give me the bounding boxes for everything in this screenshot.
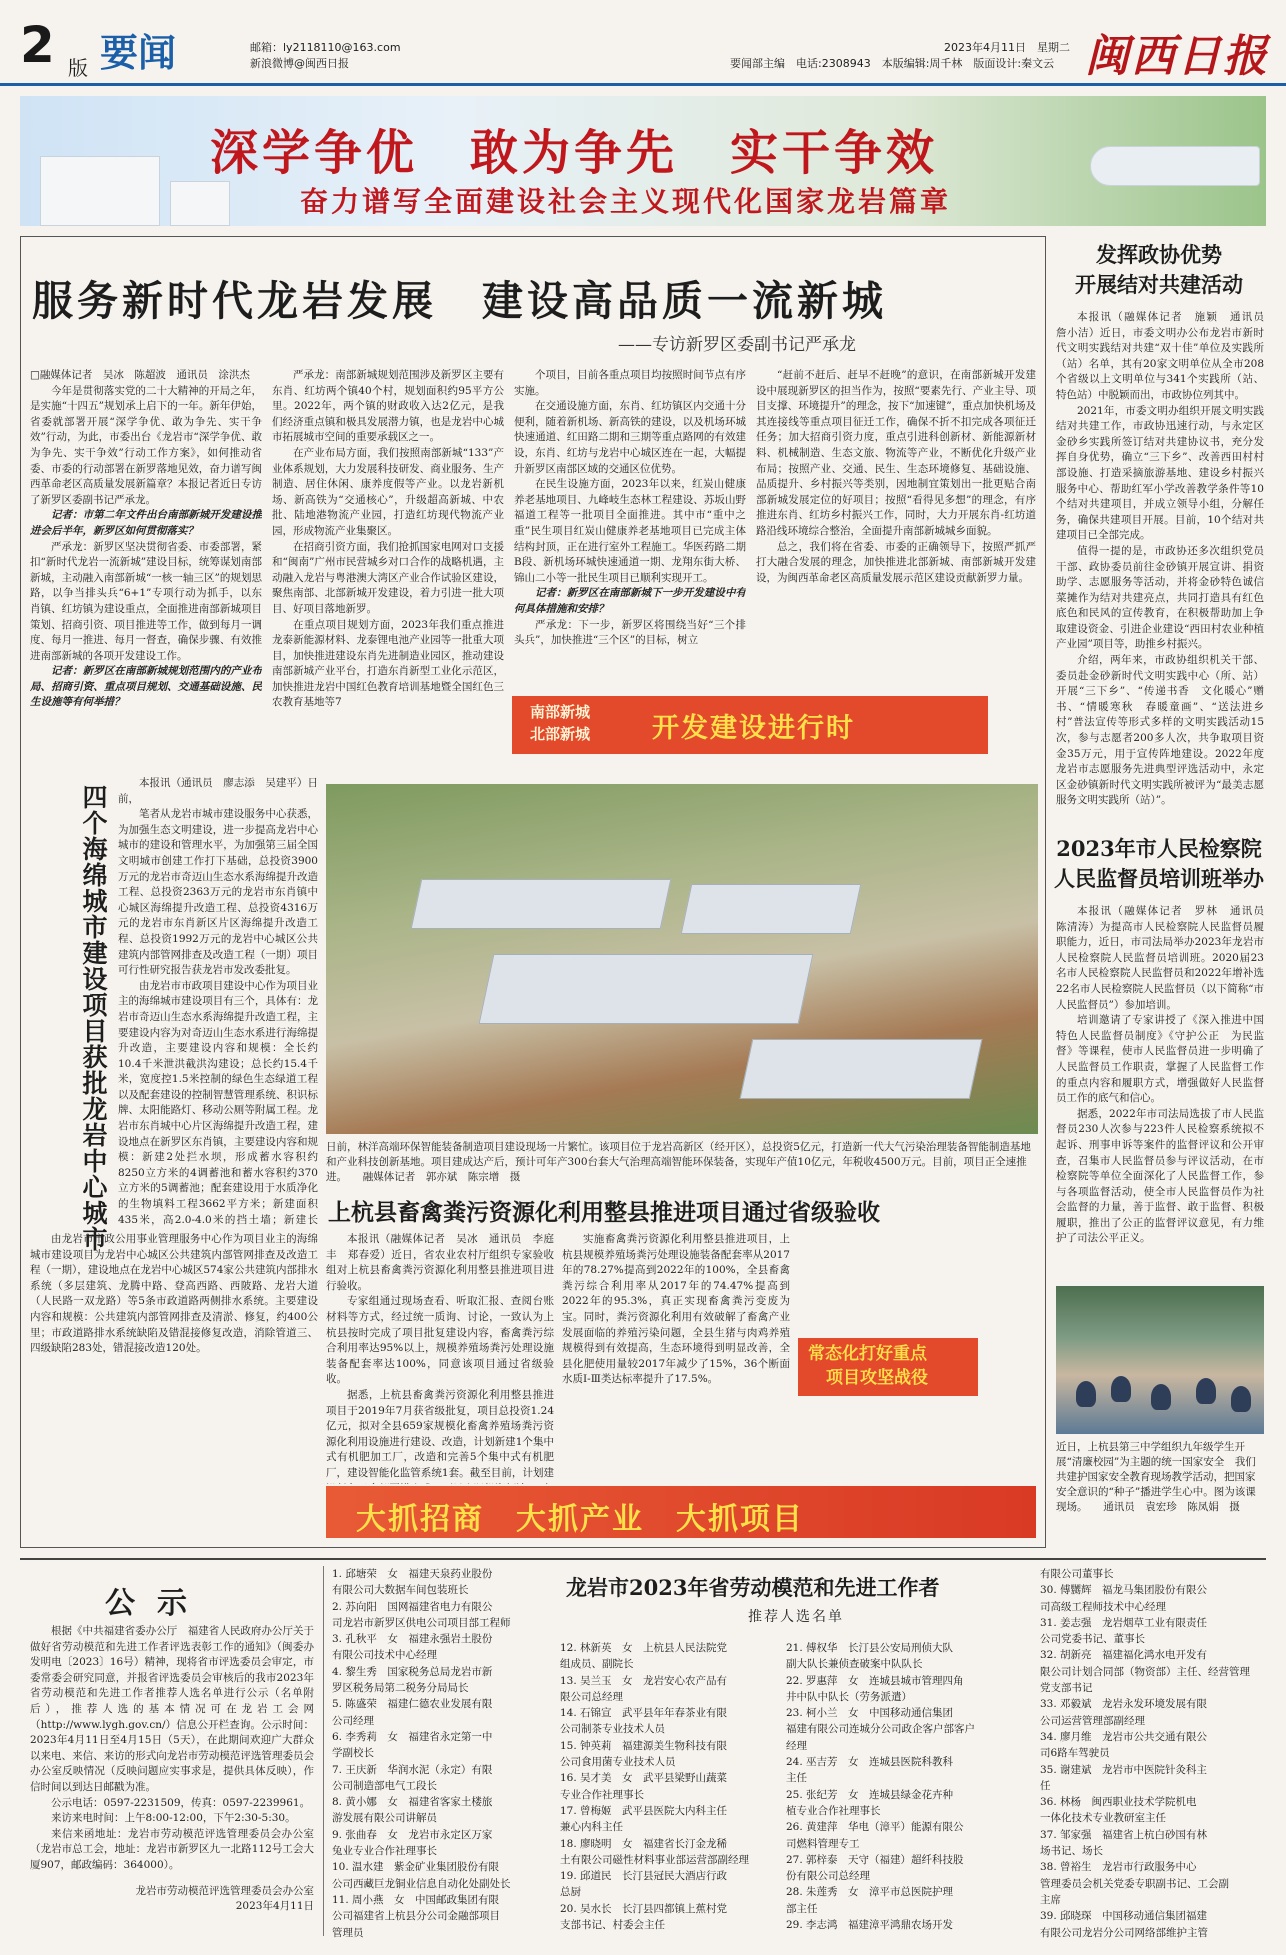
column-divider [323,1566,324,1936]
nominee-line: 30. 傅嬲辉 福龙马集团股份有限公 [1040,1584,1208,1597]
procuratorate-paragraph: 培训邀请了专家讲授了《深入推进中国特色人民监督员制度》《守护公正 为民监督》等课程，使市人民监督员进一步明确了人民监督员工作职责，掌握了人民监督工作的重点内容和履职方式，增强做好人民监督员工作的底气和信心。 [1056,1014,1264,1105]
nominee-line: 18. 廖晓明 女 福建省长汀金龙稀 [560,1837,728,1850]
contact-weibo: 新浪微博@闽西日报 [250,57,349,70]
lead-column-2 [272,368,504,756]
nominee-line: 6. 李秀莉 女 福建省永定第一中 [332,1730,493,1743]
nominee-line: 公司制茶专业技术人员 [560,1723,665,1736]
lead-question: 记者：新罗区在南部新城下一步开发建设中有何具体措施和安排？ [514,587,746,615]
callout-headline: 开发建设进行时 [652,713,855,744]
nominee-line: 3. 孔秋平 女 福建永强岩土股份 [332,1633,493,1646]
student-figure [1151,1384,1171,1410]
nominee-line: 限公司计划合同部（物资部）主任、经营管理 [1040,1665,1250,1678]
sponge-city-headline: 四个海绵城市建设项目获批龙岩中心城市 [79,784,108,1252]
nominee-line: 公司制造部电气工段长 [332,1779,437,1792]
cppcc-paragraph: 介绍，两年来，市政协组织机关干部、委员赴金砂新时代文明实践中心（所、站）开展“三下乡”、“传递书香 文化暖心”赠书、“情暖寒秋 春暖童画”、“送法进乡村”普法宣传等形式多样的文明实践活动15次，参与志愿者200多人次，共争取项目资金35万元，用于宣传阵地建设。2022年度龙岩市志愿服务先进典型评选活动中，永定区金砂镇新时代文明实践所被评为“最美志愿服务文明实践所（站）”。 [1056,654,1264,807]
nominee-line: 28. 朱莲秀 女 漳平市总医院护理 [786,1886,954,1899]
notice-sign-date: 2023年4月11日 [235,1900,314,1913]
nominee-line: 副大队长兼侦查破案中队队长 [786,1658,923,1671]
nominee-line: 司6路车驾驶员 [1040,1747,1110,1760]
nominee-line: 兼心内科主任 [560,1821,623,1834]
shanghang-paragraph: 专家组通过现场查看、听取汇报、查阅台账材料等方式，经过统一质询、讨论，一致认为上杭县按时完成了项目批复建设内容，畜禽粪污综合利用率达95%以上，规模养殖场粪污处理设施装备配套率达100%，同意该项目通过省级验收。 [326,1295,554,1386]
nominee-line: 公司党委书记、董事长 [1040,1633,1145,1646]
lead-paragraph: 在交通设施方面，东肖、红坊镇区内交通十分便利，随着新机场、新高铁的建设，以及机场环城快速通道、红田路二期和三期等重点路网的有效建设，东肖、红坊与龙岩中心城区连在一起，大幅提升新罗区南部区域的交通区位优势。 [514,400,746,475]
nominee-line: 有限公司董事长 [1040,1568,1114,1580]
nominee-line: 21. 傅权华 长汀县公安局刑侦大队 [786,1642,954,1654]
nominee-line: 10. 温水建 紫金矿业集团股份有限 [332,1861,500,1874]
nominee-line: 33. 邓毅斌 龙岩永发环境发展有限 [1040,1698,1208,1711]
nominee-line: 32. 胡新亮 福建福化鸿水电开发有 [1040,1649,1208,1662]
lead-paragraph: “赶前不赶后、赶早不赶晚”的意识，在南部新城开发建设中展现新罗区的担当作为，按照“要素先行、产业主导、项目支撑、环境提升”的理念，按下“加速键”，重点加快机场及其连接线等重点项目征迁工作，确保不折不扣完成各项征迁任务；加大招商引资力度，重点引进科创新材、新能源新材料、机械制造、生态文旅、物流等产业，不断优化升级产业布局；按照产业、交通、民生、生态环境修复、基础设施、品质提升、乡村振兴等类别，因地制宜策划出一批更贴合南部新城发展定位的好项目；按照“看得见多想”的理念，有序推进东肖、红坊乡村振兴工作，同时，大力开展东肖-红坊道路沿线环境综合整治，全面提升南部新城城乡面貌。 [756,369,1036,537]
banner-slogan: 深学争优 敢为争先 实干争效 [210,125,939,181]
editor-info [730,40,1070,72]
lead-paragraph: 在产业布局方面，我们按照南部新城“133”产业体系规划，大力发展科技研发、商业服务、生产制造、居住休闲、康养度假等产业。以龙岩新机场、新高铁为“交通核心”，升级超高新城、中农批、陆地港物流产业园，打造红坊现代物流产业园，形成物流产业集聚区。 [272,446,504,537]
classroom-photo [1056,1286,1264,1434]
nominee-line: 1. 邱塘荣 女 福建天泉药业股份 [332,1568,493,1580]
shanghang-column-2 [562,1232,790,1484]
notice-mail: 来信来函地址：龙岩市劳动模范评选管理委员会办公室（龙岩市总工会，地址：龙岩市新罗区九一北路112号工会大厦907，邮政编码：364000）。 [30,1827,314,1871]
sponge-byline: 本报讯（通讯员 廖志添 吴建平）日前， [118,777,318,805]
nominee-line: 植专业合作社理事长 [786,1804,881,1817]
lead-paragraph: 个项目，目前各重点项目均按照时间节点有序实施。 [514,369,746,397]
cppcc-paragraph: 本报讯（融媒体记者 施颖 通讯员 詹小洁）近日，市委文明办公布龙岩市新时代文明实践结对共建“双十佳”单位及实践所（站）名单，其有20家文明单位从全市208个省级以上文明单位与341个实践所（站、特色站）中脱颖而出，市政协位列其中。 [1056,311,1264,401]
nominee-line: 9. 张曲春 女 龙岩市永定区万家 [332,1828,493,1841]
nominee-line: 31. 姜志强 龙岩烟草工业有限责任 [1040,1616,1208,1629]
nominee-line: 公司西藏巨龙铜业信息自动化处副处长 [332,1877,511,1890]
shanghang-paragraph: 据悉，上杭县畜禽粪污资源化利用整县推进项目于2019年7月获省级批复，项目总投资1.24亿元，拟对全县659家规模化畜禽养殖场粪污资源化利用设施进行建设、改造，计划新建1个集中式有机肥加工厂，改造和完善5个集中式有机肥厂，建设智能化监管系统1套。截至目前，计划建 [326,1388,554,1479]
procuratorate-text [1056,904,1264,1278]
cppcc-text [1056,310,1264,830]
nominee-line: 24. 巫吉芳 女 连城县医院科教科 [786,1756,954,1769]
cppcc-headline-line1: 发挥政协优势 [1096,242,1222,267]
banner-subslogan: 奋力谱写全面建设社会主义现代化国家龙岩篇章 [300,185,952,218]
lead-subheadline: ——专访新罗区委副书记严承龙 [618,335,856,355]
student-figure [1111,1376,1131,1402]
student-figure [1231,1386,1251,1412]
nominee-line: 公司食用菌专业技术人员 [560,1756,676,1769]
nominee-line: 党支部书记 [1040,1682,1093,1695]
nominee-list-title: 龙岩市2023年省劳动模范和先进工作者 [566,1575,940,1600]
shanghang-paragraph: 实施畜禽粪污资源化利用整县推进项目，上杭县规模养殖场粪污处理设施装备配套率从2017年的78.27%提高到2022年的100%，全县畜禽粪污综合利用率从2017年的74.47%提高到2022年的95.3%，真正实现畜禽粪污变废为宝。同时，粪污资源化利用有效破解了畜禽产业发展面临的养殖污染问题，全县生猪与肉鸡养殖规模得到有效提高，生态环境得到明显改善，全县化肥使用量较2017年减少了15%，36个断面水质Ⅰ-Ⅲ类达标率提升了17.5%。 [562,1233,790,1386]
lead-column-4 [756,368,1036,688]
nominee-line: 司高级工程师技术中心经理 [1040,1600,1166,1613]
nominee-line: 19. 邱道民 长汀县冠民大酒店行政 [560,1870,728,1883]
nominee-line: 26. 黄建萍 华电（漳平）能源有限公 [786,1821,964,1834]
procuratorate-headline [1052,834,1266,894]
lead-byline: □融媒体记者 吴冰 陈超波 通讯员 涂洪杰 [30,369,250,381]
new-city-callout [512,696,988,754]
nominee-line: 主任 [786,1772,807,1785]
nominee-line: 一体化技术专业教研室主任 [1040,1812,1166,1825]
nominee-line: 部主任 [786,1902,818,1915]
callout-slogan: 大抓招商 大抓产业 大抓项目 [356,1502,804,1537]
lead-headline: 服务新时代龙岩发展 建设高品质一流新城 [32,277,887,325]
procuratorate-paragraph: 据悉，2022年市司法局选拔了市人民监督员230人次参与223件人民检察系统拟不起诉、刑事申诉等案件的监督评议和公开审查，召集市人民监督员参与评议活动，在市检察院等单位全面深化了人民监督工作，参与各项监督活动，使全市人民监督员作为社会监督的力量，善于监督、敢于监督、积极履职，推出了公正的监督评议意见，有力维护了司法公平正义。 [1056,1107,1264,1245]
shanghang-column-3 [800,1232,1036,1332]
nominee-line: 公司经理 [332,1714,374,1727]
nominee-line: 管理员 [332,1926,364,1939]
lead-paragraph: 严承龙：下一步，新罗区将围绕当好“三个排头兵”，加快推进“三个区”的目标，树立 [514,618,746,647]
nominee-line: 罗区税务局第二税务分局局长 [332,1682,469,1695]
nominee-line: 井中队中队长（劳务派遣） [786,1690,912,1703]
sponge-paragraph: 由龙岩市市政公用事业管理服务中心作为项目业主的海绵城市建设项目为龙岩中心城区公共建筑内部管网排查及改造工程（一期），建设地点在龙岩中心城区574家公共建筑内部排水系统（多层建筑、龙腾中路、登高西路、西陂路、龙岩大道（人民路一双龙路）等5条市政道路两侧排水系统。主要建设内容和规模：公共建筑内部管网排查及清淤、修复，约400公里；市政道路排水系统缺陷及错混接修复改造，消除管道三、四级缺陷283处，错混接改造120处。 [30,1233,318,1355]
nominee-line: 27. 郭梓泰 天守（福建）超纤科技股 [786,1853,964,1866]
lead-paragraph: 在招商引资方面，我们抢抓国家电网对口支援和“闽南”广州市民营城乡对口合作的战略机遇，主动融入龙岩与粤港澳大湾区产业合作试验区建设，聚焦南部、北部新城开发建设，着力引进一批大项目、好项目落地新罗。 [272,540,504,615]
nominee-line: 15. 钟英莉 福建源美生物科技有限 [560,1739,728,1752]
callout-north-city: 北部新城 [530,725,591,743]
nominee-line: 17. 曾梅姬 武平县医院大内科主任 [560,1804,728,1817]
nominee-line: 场书记、场长 [1040,1845,1103,1858]
section-name: 要闻 [100,31,177,75]
nominee-line: 兔业专业合作社理事长 [332,1845,437,1858]
nominee-list-1 [332,1566,550,1938]
shanghang-headline: 上杭县畜禽粪污资源化利用整县推进项目通过省级验收 [328,1199,880,1226]
nominee-line: 有限公司大数据车间包装班长 [332,1584,469,1597]
nominee-line: 34. 廖月维 龙岩市公共交通有限公 [1040,1730,1208,1743]
nominee-line: 土有限公司磁性材料事业部运营部副经理 [560,1853,749,1866]
lead-paragraph: 在重点项目规划方面，2023年我们重点推进龙泰新能源材料、龙泰锂电池产业园等一批重大项目，加快推进建设东肖先进制造业园区，推动建设南部新城产业平台，打造东肖新型工业化示范区，加快推进龙岩中国红色教育培训基地暨全国红色三农教育基地等7 [272,618,504,709]
shanghang-paragraph: 本报讯（融媒体记者 吴冰 通讯员 李庭丰 郑春爱）近日，省农业农村厅组织专家验收组对上杭县畜禽粪污资源化利用整县推进项目进行验收。 [326,1233,554,1292]
student-figure [1196,1378,1216,1404]
cppcc-headline-line2: 开展结对共建活动 [1075,272,1243,297]
nominee-line: 5. 陈盛荣 福建仁德农业发展有限 [332,1698,493,1711]
nominee-line: 2. 苏向阳 国网福建省电力有限公 [332,1600,493,1613]
sponge-paragraph: 笔者从龙岩市城市建设服务中心获悉，为加强生态文明建设，进一步提高龙岩中心城市的建设和管理水平，为加强第三届全国文明城市创建工作打下基础，总投资3900万元的龙岩市奇迈山生态水系海绵提升改造工程、总投资2363万元的龙岩市东肖镇中心城区海绵提升改造工程、总投资4316万元的龙岩市东肖新区片区海绵提升改造工程、总投资1992万元的龙岩中心城区公共建筑内部管网排查及改造工程（一期）项目可行性研究报告获龙岩市发改委批复。 [118,808,318,977]
nominee-list-2 [560,1640,772,1936]
factory-roof [740,1039,983,1099]
nominee-line: 公司运营管理部副经理 [1040,1714,1145,1727]
contact-info [250,40,401,72]
nominee-line: 13. 吴兰玉 女 龙岩安心农产品有 [560,1674,728,1687]
nominee-line: 限公司总经理 [560,1690,623,1703]
factory-construction-photo [326,784,1038,1134]
key-projects-callout [798,1338,978,1396]
banner-train-image [1090,146,1260,186]
factory-roof [479,954,814,1024]
nominee-line: 任 [1040,1779,1051,1792]
cppcc-headline [1052,240,1266,300]
student-figure [1076,1381,1096,1407]
nominee-line: 23. 柯小兰 女 中国移动通信集团 [786,1707,954,1720]
nominee-line: 38. 曾裕生 龙岩市行政服务中心 [1040,1861,1197,1874]
nominee-line: 20. 吴水长 长汀县四都镇上蕉村党 [560,1902,728,1915]
nominee-line: 司燃料管理专工 [786,1837,860,1850]
shanghang-column-1 [326,1232,554,1484]
lead-question: 记者：市第二年文件出台南部新城开发建设推进会后半年，新罗区如何贯彻落实？ [30,509,262,537]
contact-email: 邮箱：ly2118110@163.com [250,41,401,54]
notice-title: 公示 [105,1586,209,1621]
callout-line-2: 项目攻坚战役 [826,1368,928,1388]
nominee-line: 公司福建省上杭县分公司金融部项目 [332,1910,500,1923]
nominee-line: 37. 邹家强 福建省上杭白砂国有林 [1040,1828,1208,1841]
notice-phone: 公示电话：0597-2231509，传真：0597-2239961。 [51,1796,311,1809]
banner-building-image [40,156,160,226]
lead-paragraph: 在民生设施方面，2023年以来，红炭山健康养老基地项目、九峰岐生态林工程建设、苏坂山野福道工程等一批项目全面推进。其中市“重中之重”民生项目红炭山健康养老基地项目已完成主体结构封顶，正在进行室外工程施工。华医药路二期B段、新机场环城快速通道一期、龙翔东街大桥、锦山二小等一批民生项目已顺利实现开工。 [514,478,746,584]
nominee-line: 36. 林杨 闽西职业技术学院机电 [1040,1796,1197,1809]
classroom-photo-caption: 近日，上杭县第三中学组织九年级学生开展“清廉校园”为主题的统一国家安全 我们共建护国家安全教育现场教学活动，把国家安全意识的“种子”播进学生心中。图为该课现场。 通讯员 袁宏珍 陈凤娟 摄 [1056,1441,1256,1513]
procuratorate-headline-line2: 人民监督员培训班举办 [1054,866,1264,891]
page-number: 2 [20,16,55,74]
nominee-line: 经理 [786,1739,807,1752]
masthead [0,0,1286,86]
cppcc-paragraph: 2021年，市委文明办组织开展文明实践结对共建工作，市政协迅速行动，与永定区金砂乡实践所签订结对共建协议书，充分发挥自身优势，确立“三下乡”、改善西田村村部设施、打造采摘旅游基地、建设乡村振兴服务中心、帮助红军小学改善教学条件等10个结对共建项目，并成立领导小组，分解任务，确保共建项目开展。目前，10个结对共建项目已全部完成。 [1056,404,1264,542]
factory-photo-caption: 日前，林洋高端环保智能装备制造项目建设现场一片繁忙。该项目位于龙岩高新区（经开区），总投资5亿元，打造新一代大气污染治理装备智能制造基地和产业科技创新基地。项目建成达产后，预计可年产300台套大气治理高端智能环保装备，实现年产值10亿元，年税收4500万元。目前，项目正全速推进。 融媒体记者 郭亦斌 陈宗增 摄 [326,1141,1031,1183]
sponge-top-text [118,776,318,1228]
issue-date: 2023年4月11日 星期二 [944,41,1070,54]
nominee-line: 福建有限公司连城分公司政企客户部客户 [786,1723,975,1736]
nominee-line: 游发展有限公司讲解员 [332,1812,437,1825]
nominee-line: 16. 吴才美 女 武平县梁野山蔬菜 [560,1772,728,1785]
lead-paragraph: 严承龙：新罗区坚决贯彻省委、市委部署，紧扣“新时代龙岩一流新城”建设目标，统筹谋划南部新城，主动融入南部新城“一核一轴三区”的规划思路，以争当排头兵“6+1”专项行动为抓手，以东肖镇、红坊镇为建设重点，全面推进南部新城项目策划、招商引资、项目推进等工作，做到每月一调度、每月一推进、每月一督查，确保步骤、有效推进南部新城的各项开发建设工作。 [30,540,262,662]
nominee-line: 12. 林新英 女 上杭县人民法院党 [560,1642,728,1654]
lead-paragraph: 严承龙：南部新城规划范围涉及新罗区主要有东肖、红坊两个镇40个村，规划面积约95平方公里。2022年，两个镇的财政收入达2亿元，是我们经济重点镇和极具发展潜力镇，也是龙岩中心城市拓展城市空间的重要承载区之一。 [272,369,504,444]
nominee-line: 7. 王庆新 华润水泥（永定）有限 [332,1763,493,1776]
nominee-line: 39. 邱晓琛 中国移动通信集团福建 [1040,1910,1208,1923]
investment-callout [326,1486,1036,1538]
banner-building-image [170,181,230,226]
nominee-line: 司龙岩市新罗区供电公司项目部工程师 [332,1616,511,1629]
callout-line-1: 常态化打好重点 [808,1344,927,1364]
nominee-line: 组成员、副院长 [560,1658,634,1671]
nominee-line: 支部书记、村委会主任 [560,1919,665,1932]
factory-roof [681,884,862,934]
theme-banner [20,96,1266,226]
nominee-list-4 [1040,1566,1264,1938]
paper-logo: 闽西日报 [1085,31,1269,82]
lead-question: 记者：新罗区在南部新城规划范围内的产业布局、招商引资、重点项目规划、交通基础设施、民生设施等有何举措？ [30,665,262,709]
nominee-line: 29. 李志鸿 福建漳平鸿鼎农场开发 [786,1919,954,1932]
nominee-line: 11. 周小燕 女 中国邮政集团有限 [332,1893,500,1906]
nominee-line: 有限公司龙岩分公司网络部维护主管 [1040,1926,1208,1939]
nominee-line: 专业合作社理事长 [560,1788,644,1801]
notice-paragraph: 根据《中共福建省委办公厅 福建省人民政府办公厅关于做好省劳动模范和先进工作者评选表彰工作的通知》（闽委办发明电〔2023〕16号）精神，现将省市评选委员会审定，市委常委会研究同意，并报省评选委员会审核后的我市2023年省劳动模范和先进工作者推荐人选名单进行公示（名单附后），推荐人选的基本情况可在龙岩工会网（http://www.lygh.gov.cn/）信息公开栏查询。公示时间：2023年4月11日至4月15日（5天），在此期间欢迎广大群众以来电、来信、来访的形式向龙岩市劳动模范评选管理委员会办公室反映情况（反映问题应实事求是，提供具体反映），作信时间以到达日邮戳为准。 [30,1625,314,1793]
nominee-line: 22. 罗惠萍 女 连城县城市管理四角 [786,1674,964,1687]
editor-line: 要闻部主编 电话:2308943 本版编辑:周千林 版面设计:秦文云 [730,57,1055,70]
procuratorate-headline-line1: 2023年市人民检察院 [1056,836,1262,861]
nominee-line: 4. 黎生秀 国家税务总局龙岩市新 [332,1665,493,1678]
sponge-bottom-text [30,1232,318,1540]
factory-roof [411,879,672,929]
nominee-line: 有限公司技术中心经理 [332,1649,437,1662]
nominee-line: 份有限公司总经理 [786,1870,870,1883]
procuratorate-paragraph: 本报讯（融媒体记者 罗林 通讯员 陈清涛）为提高市人民检察院人民监督员履职能力，近日，市司法局举办2023年龙岩市人民检察院人民监督员培训班。2020届23名市人民检察院人民监督员和2022年增补选22名市人民检察院人民监督员（以下简称“市人民监督员”）参加培训。 [1056,905,1264,1011]
nominee-list-subtitle: 推荐人选名单 [748,1609,844,1625]
nominee-line: 管理委员会机关党委专职副书记、工会副 [1040,1877,1229,1890]
lead-paragraph: 今年是贯彻落实党的二十大精神的开局之年，是实施“十四五”规划承上启下的一年。新年伊始，省委就部署开展“深学争优、敢为争先、实干争效”行动，为此，市委出台《龙岩市“深学争优、敢为争先、实干争效”行动工作方案》，如何推动省委、市委的行动部署在新罗落地见效，奋力谱写闽西革命老区高质量发展新篇章？本报记者近日专访了新罗区委副书记严承龙。 [30,384,262,506]
callout-south-city: 南部新城 [530,703,591,721]
nominee-line: 主席 [1040,1893,1061,1906]
nominee-list-3 [786,1640,1006,1936]
nominee-line: 14. 石锦宣 武平县年年春茶业有限 [560,1707,728,1720]
lead-column-1 [30,368,262,756]
nominee-line: 35. 谢建斌 龙岩市中医院针灸科主 [1040,1763,1208,1776]
page-unit: 版 [68,56,88,80]
lead-paragraph: 总之，我们将在省委、市委的正确领导下，按照严抓严打大融合发展的理念，加快推进北部新城、南部新城开发建设，为闽西革命老区高质量发展示范区建设贡献新罗力量。 [756,540,1036,584]
notice-visit-time: 来访来电时间：上午8:00-12:00，下午2:30-5:30。 [51,1812,296,1825]
notice-body [30,1624,314,1936]
notice-sign-org: 龙岩市劳动模范评选管理委员会办公室 [135,1884,314,1897]
cppcc-paragraph: 值得一提的是，市政协还多次组织党员干部、政协委员前往金砂镇开展宣讲、捐资助学、志愿服务等活动，并将金砂特色诚信菜摊作为结对共建亮点，共同打造具有红色底色和民风的宣传教育，在积极帮助加上争取建设资金、引进企业建设“西田村农业种植产业园”项目等，助推乡村振兴。 [1056,544,1264,651]
nominee-line: 总厨 [560,1886,581,1899]
sponge-paragraph: 由龙岩市市政项目建设中心作为项目业主的海绵城市建设项目有三个，具体有：龙岩市奇迈山生态水系海绵提升改造工程，主要建设内容为对奇迈山生态水系进行海绵提升改造，主要建设内容和规模：全长约10.4千米泄洪截洪沟建设；总长约15.4千米，宽度控1.5米控制的绿色生态绿道工程以及配套建设的控制智慧管理系统、积识标牌、太阳能路灯、移动公厕等附属工程。龙岩市东肖城中心片区海绵提升改造工程，建设地点在新罗区东肖镇，主要建设内容和规模：新建2处拦水坝，形成蓄水容积约8250立方米的4调蓄池和蓄水容积约370立方米的5调蓄池；配套建设用于水质净化的生物填料工程3662平方米；新建面积435米，高2.0-4.0米的挡土墙；新建长 [118,979,318,1226]
nominee-line: 8. 黄小娜 女 福建省客家土楼旅 [332,1796,493,1809]
nominee-line: 25. 张纪芳 女 连城县绿金花卉种 [786,1788,954,1801]
nominee-line: 学副校长 [332,1747,374,1760]
